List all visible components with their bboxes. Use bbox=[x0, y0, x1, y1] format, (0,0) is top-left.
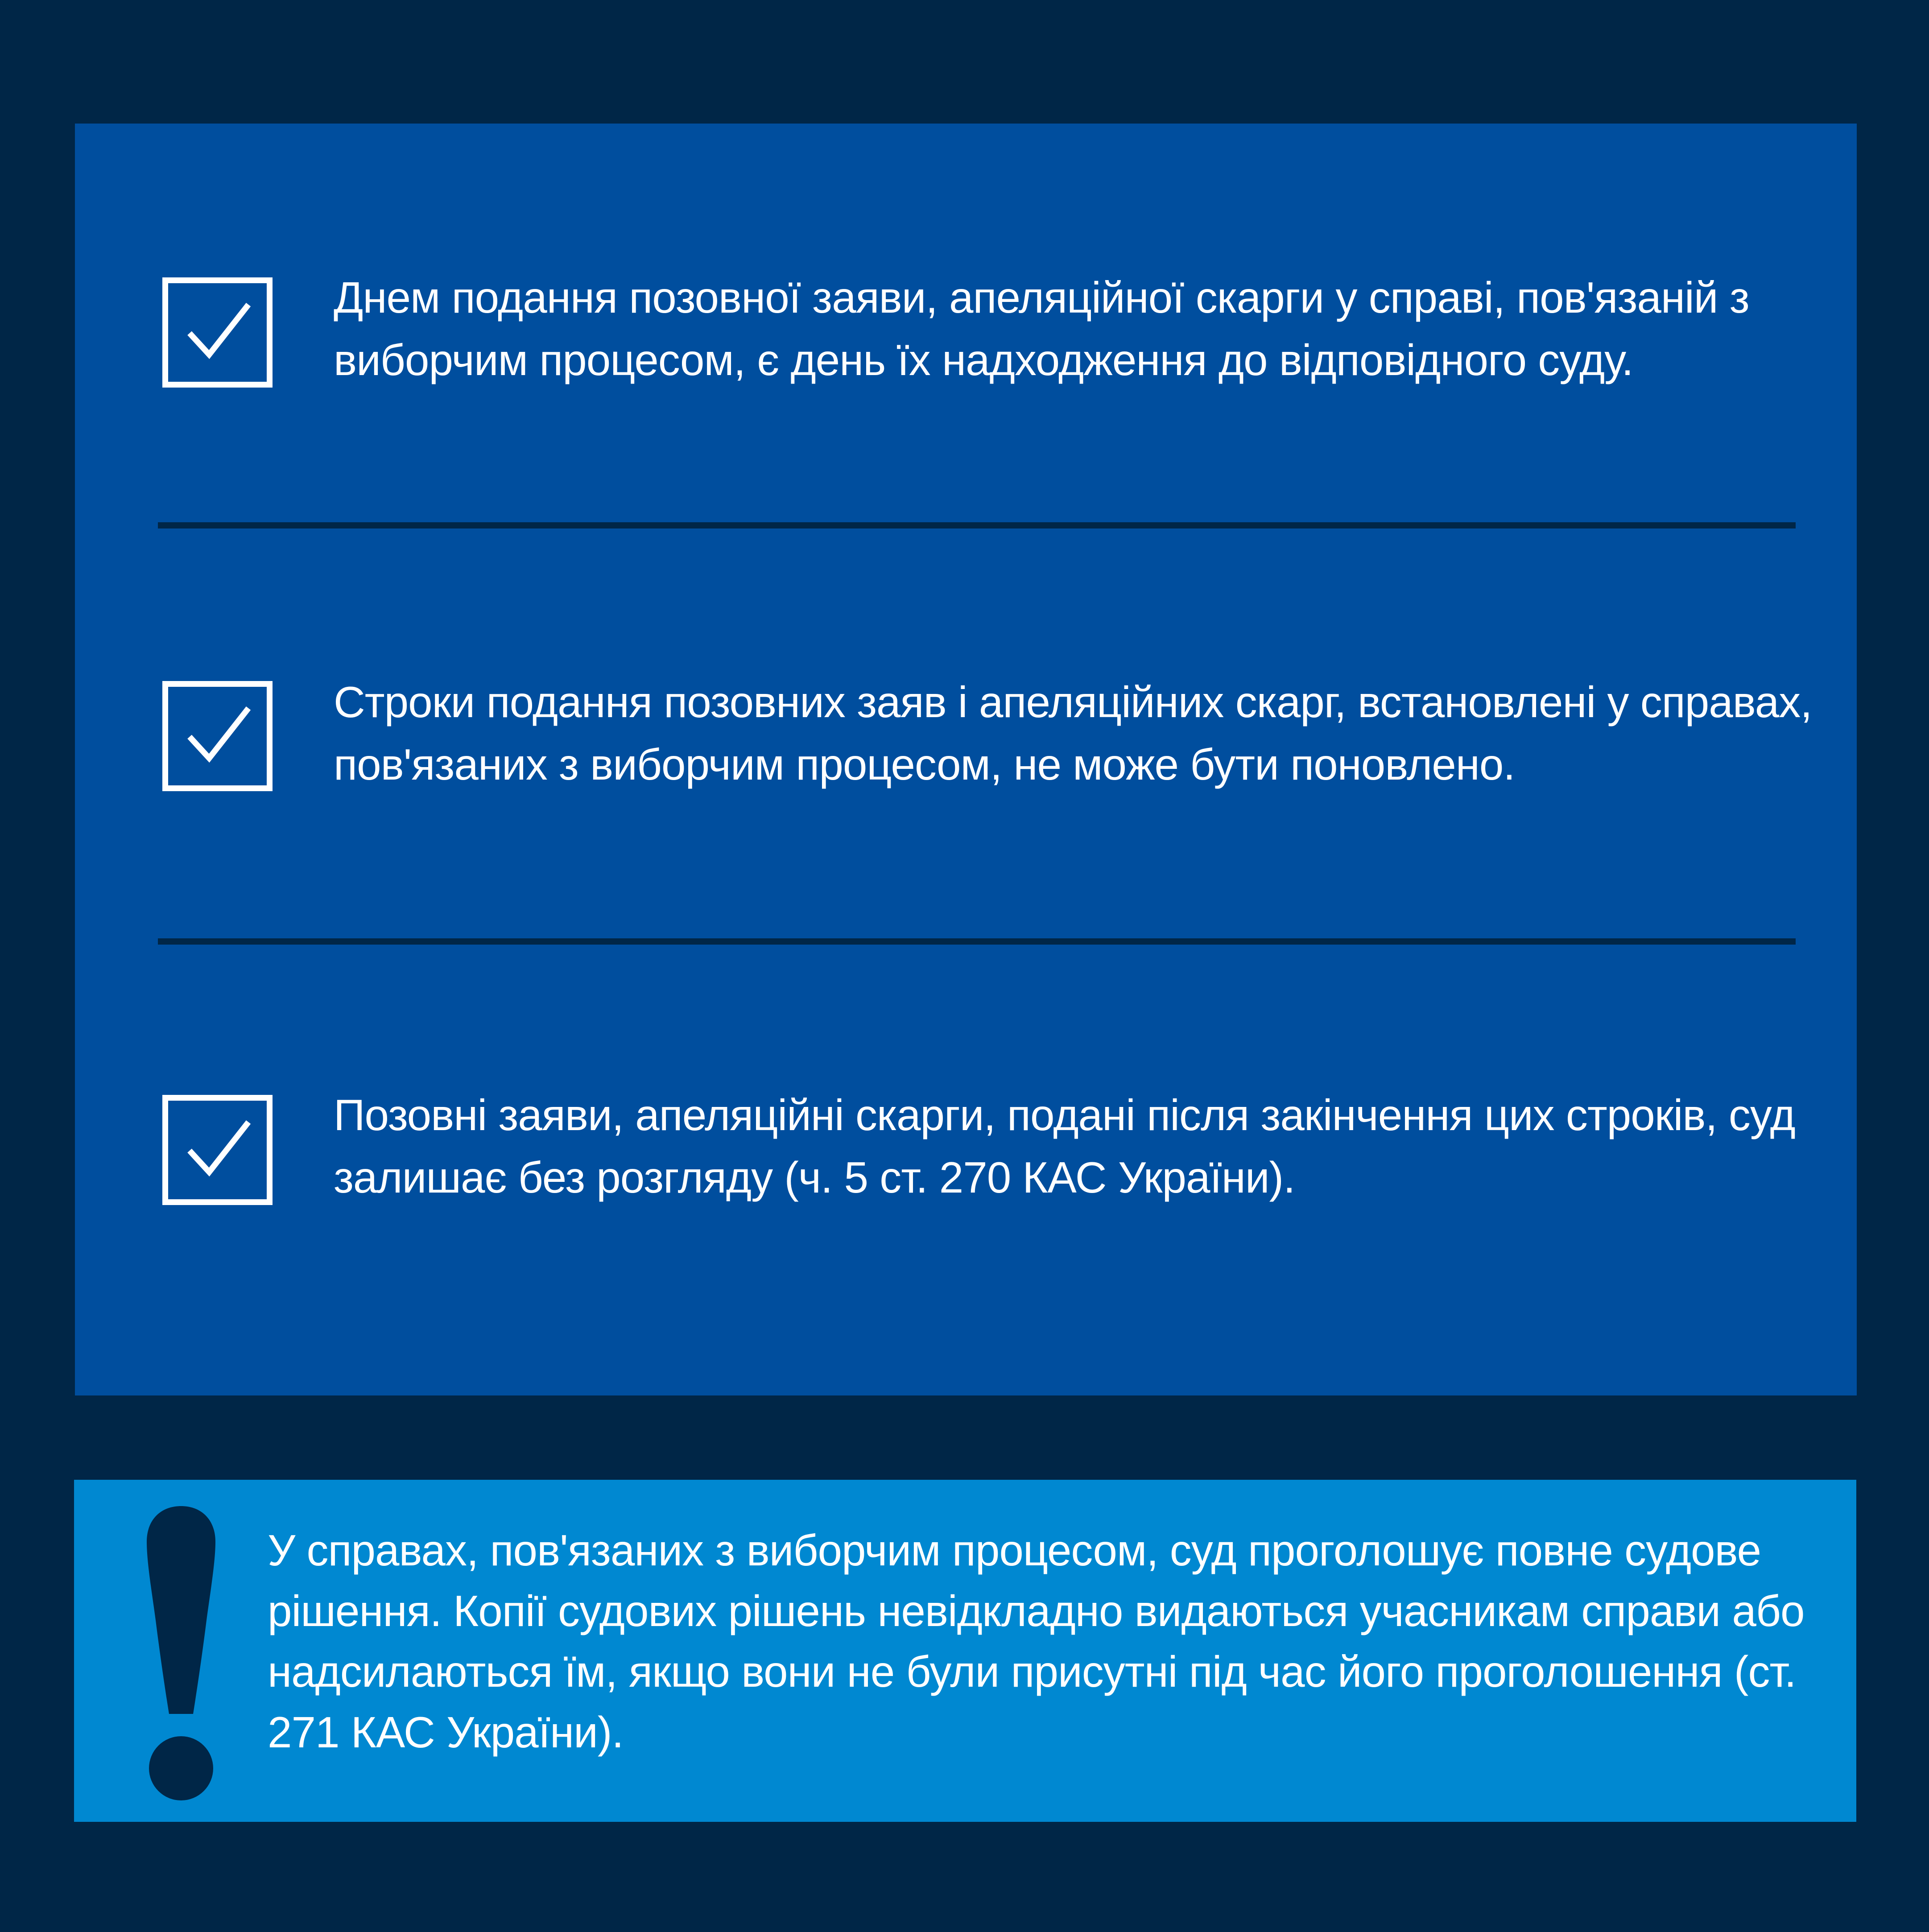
checkbox-checked-icon bbox=[162, 277, 273, 388]
note-panel bbox=[74, 1480, 1856, 1822]
divider bbox=[158, 938, 1796, 945]
checkmark-icon bbox=[168, 1101, 267, 1199]
checklist-item-text: Позовні заяви, апеляційні скарги, подані після закінчення цих строків, суд залишає без розгляду (ч. 5 ст. 270 КАС України). bbox=[334, 1090, 1795, 1202]
checkmark-icon bbox=[168, 687, 267, 785]
divider bbox=[158, 522, 1796, 528]
note-text: У справах, пов'язаних з виборчим процесом, суд проголошує повне судове рішення. Копії судових рішень невідкладно видаються учасникам справи або надсилаються їм, якщо вони не були присутні під час його проголошення (ст. 271 КАС України). bbox=[268, 1526, 1805, 1757]
checklist-item-text: Днем подання позовної заяви, апеляційної скарги у справі, пов'язаній з виборчим процесом, є день їх надходження до відповідного суду. bbox=[334, 273, 1749, 384]
checkbox-checked-icon bbox=[162, 1095, 273, 1205]
checklist-item-text: Строки подання позовних заяв і апеляційних скарг, встановлені у справах, пов'язаних з виборчим процесом, не може бути поновлено. bbox=[334, 677, 1812, 789]
checklist-panel bbox=[75, 124, 1857, 1395]
exclamation-icon bbox=[143, 1504, 219, 1803]
checkbox-checked-icon bbox=[162, 681, 273, 791]
checkmark-icon bbox=[168, 283, 267, 382]
